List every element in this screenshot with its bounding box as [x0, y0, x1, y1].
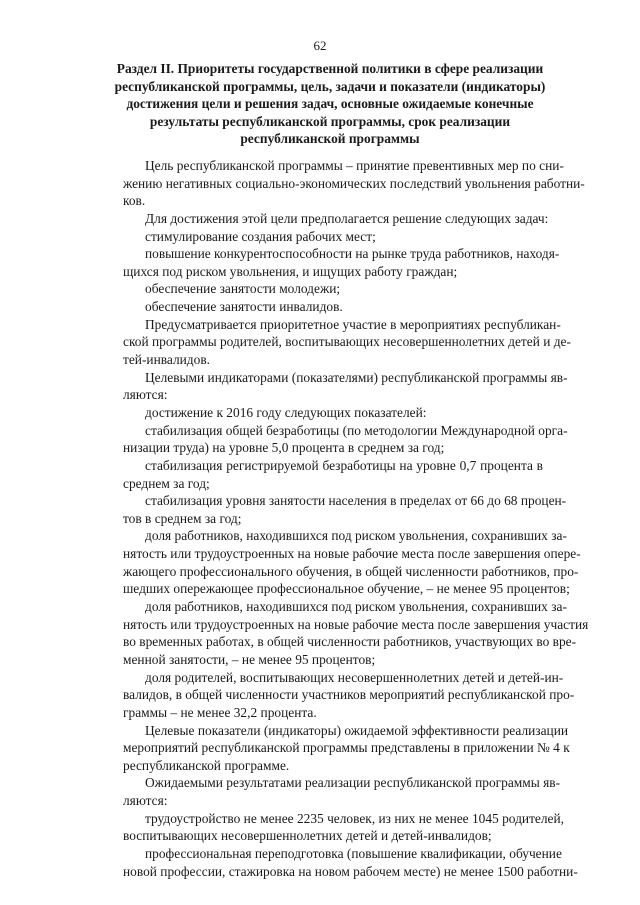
- text-line: доля родителей, воспитывающих несовершеннолетних детей и детей-ин-: [145, 669, 564, 685]
- text-line: обеспечение занятости инвалидов.: [145, 299, 343, 315]
- text-line: щихся под риском увольнения, и ищущих работу граждан;: [123, 263, 458, 279]
- text-line: Для достижения этой цели предполагается решение следующих задач:: [145, 210, 549, 226]
- text-line: повышение конкурентоспособности на рынке труда работников, находя-: [145, 246, 560, 262]
- text-line: Целевыми индикаторами (показателями) республиканской программы яв-: [145, 369, 568, 385]
- text-line: Целевые показатели (индикаторы) ожидаемой эффективности реализации: [145, 722, 569, 738]
- text-line: тов в среднем за год;: [123, 510, 242, 526]
- text-line: среднем за год;: [123, 475, 210, 491]
- text-line: менной занятости, – не менее 95 процентов;: [123, 651, 376, 667]
- section-title-line: Раздел II. Приоритеты государственной политики в сфере реализации: [116, 61, 544, 76]
- text-line: профессиональная переподготовка (повышение квалификации, обучение: [145, 845, 562, 861]
- text-line: шедших опережающее профессиональное обучение, – не менее 95 процентов;: [123, 581, 570, 597]
- text-line: доля работников, находившихся под риском увольнения, сохранивших за-: [145, 599, 567, 615]
- page-number: 62: [313, 38, 327, 53]
- section-title-line: республиканской программы: [240, 131, 420, 146]
- text-line: низации труда) на уровне 5,0 процента в среднем за год;: [123, 440, 445, 456]
- text-line: достижение к 2016 году следующих показателей:: [145, 404, 427, 420]
- section-title-line: республиканской программы, цель, задачи и показатели (индикаторы): [114, 78, 546, 94]
- text-line: Цель республиканской программы – принятие превентивных мер по сни-: [145, 158, 564, 173]
- text-line: валидов, в общей численности участников мероприятий республиканской про-: [123, 687, 575, 703]
- text-line: нятость или трудоустроенных на новые рабочие места после завершения участия: [123, 616, 589, 632]
- text-line: жающего профессионального обучения, в общей численности работников, про-: [123, 563, 579, 579]
- text-line: ской программы родителей, воспитывающих несовершеннолетних детей и де-: [123, 334, 571, 350]
- section-title: [95, 60, 565, 148]
- text-line: обеспечение занятости молодежи;: [145, 281, 341, 297]
- text-line: республиканской программе.: [123, 757, 290, 773]
- section-title-line: достижения цели и решения задач, основные ожидаемые конечные: [126, 96, 534, 111]
- text-line: Предусматривается приоритетное участие в мероприятиях республикан-: [145, 316, 561, 332]
- text-line: стабилизация общей безработицы (по методологии Международной орга-: [145, 422, 568, 438]
- text-line: мероприятий республиканской программы представлены в приложении № 4 к: [123, 740, 570, 756]
- text-line: тей-инвалидов.: [123, 352, 210, 368]
- text-line: ляются:: [123, 387, 168, 403]
- text-line: ков.: [123, 193, 146, 209]
- text-line: стабилизация регистрируемой безработицы на уровне 0,7 процента в: [145, 457, 543, 473]
- text-line: стабилизация уровня занятости населения в пределах от 66 до 68 процен-: [145, 493, 567, 509]
- text-line: новой профессии, стажировка на новом рабочем месте) не менее 1500 работни-: [123, 863, 578, 879]
- section-title-line: результаты республиканской программы, срок реализации: [149, 113, 511, 129]
- text-line: стимулирование создания рабочих мест;: [145, 228, 376, 244]
- text-line: во временных работах, в общей численности работников, участвующих во вре-: [123, 634, 577, 650]
- text-line: граммы – не менее 32,2 процента.: [123, 704, 317, 720]
- text-line: Ожидаемыми результатами реализации республиканской программы яв-: [145, 775, 561, 791]
- text-line: доля работников, находившихся под риском увольнения, сохранивших за-: [145, 528, 567, 544]
- text-line: воспитывающих несовершеннолетних детей и детей-инвалидов;: [123, 828, 492, 844]
- text-line: ляются:: [123, 793, 168, 809]
- body-text: [123, 157, 589, 880]
- text-line: трудоустройство не менее 2235 человек, из них не менее 1045 родителей,: [145, 810, 565, 826]
- text-line: нятость или трудоустроенных на новые рабочие места после завершения опере-: [123, 546, 581, 562]
- text-line: жению негативных социально-экономических последствий увольнения работни-: [123, 175, 585, 191]
